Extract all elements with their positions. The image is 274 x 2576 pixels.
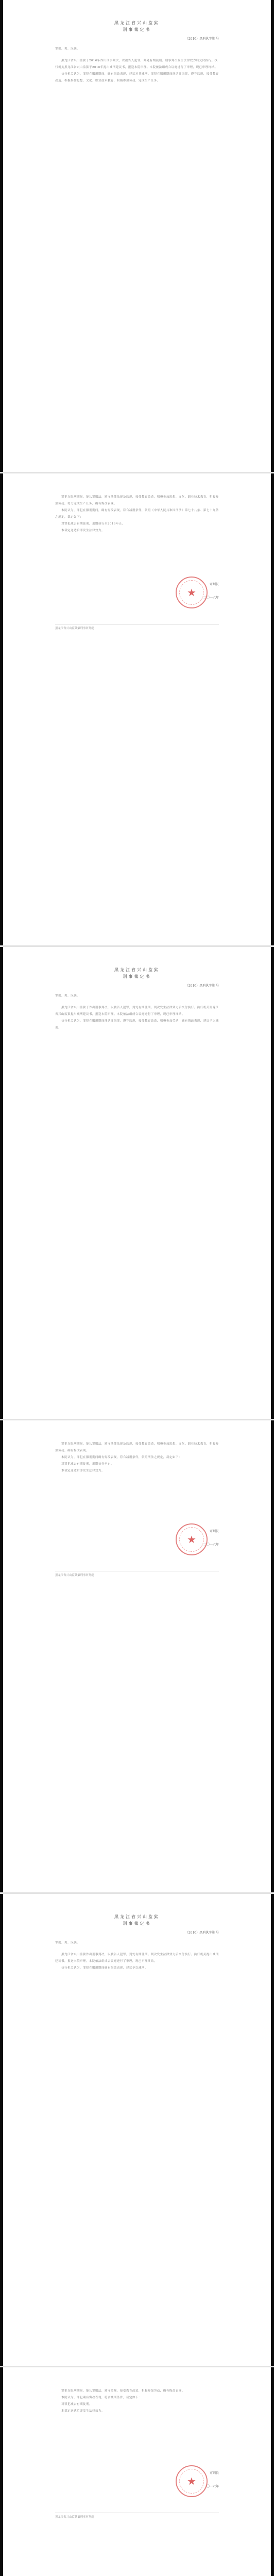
page-1 [6, 0, 268, 472]
case-number: （2016）黑刑执字第 号 [185, 37, 219, 41]
page-5 [6, 1894, 268, 2366]
court-seal-icon: ★ [176, 1523, 208, 1555]
page-border-right [271, 2367, 274, 2576]
paragraph: 罪犯在服刑期间，能认罪服法，遵守法律法规及监规，接受教育改造，积极参加思想、文化、职业技术教育，积极参加劳动，确有悔改表现。 [55, 1443, 219, 1452]
paragraph: 罪犯在服刑期间，能认罪服法，遵守监规，接受教育改造，积极参加劳动，确有悔改表现。 [61, 2389, 185, 2393]
footer-text: 黑龙江省兴山监狱第刑事审判庭 [55, 627, 94, 630]
paragraph: 罪犯，男，汉族。 [55, 1941, 80, 1944]
paragraph: 本裁定送达后即发生法律效力。 [61, 1469, 105, 1472]
paragraph: 本裁定送达后即发生法律效力。 [61, 2410, 105, 2413]
paragraph: 执行机关认为，罪犯在服刑期间，确有悔改表现，建议对其减刑。罪犯在服刑期间能认罪悔罪，遵守监规，接受教育改造，积极参加思想、文化、职业技术教育，积极参加劳动，完成生产任务。 [55, 73, 219, 82]
page-border-right [271, 0, 274, 472]
paragraph: 黑龙江省兴山监狱作出刑事判决，以被告人犯罪，判处有期徒刑。判决发生法律效力后交付执行。执行机关提出减刑建议书，报送本院审理。本院依法组成合议庭进行了审理，现已审理终结。 [55, 1953, 219, 1963]
document-type: 刑事裁定书 [123, 27, 151, 32]
judge-signature: 审判长 [209, 1530, 219, 1533]
judge-signature: 审判长 [209, 583, 219, 586]
page-border-left [0, 1420, 3, 1892]
paragraph: 罪犯，男，汉族。 [55, 47, 80, 50]
page-border-left [0, 0, 3, 472]
page-2 [6, 473, 268, 945]
paragraph: 本院认为，罪犯确有悔改表现，符合减刑条件，裁定如下： [61, 2396, 142, 2399]
page-border-right [271, 1894, 274, 2366]
paragraph: 罪犯在服刑期间，能认罪服法，遵守法律法规及监规，接受教育改造，积极参加思想、文化、职业技术教育，积极参加劳动，努力完成生产任务，确有悔改表现。 [55, 496, 219, 505]
document-type: 刑事裁定书 [123, 974, 151, 979]
paragraph: 本裁定送达后即发生法律效力。 [61, 529, 105, 532]
paragraph: 黑龙江省兴山监狱于作出刑事判决，以被告人犯罪，判处有期徒刑。判决发生法律效力后交付执行。执行机关黑龙江省兴山监狱提出减刑建议书，报送本院审理。本院依法组成合议庭进行了审理，现已审理终结。 [55, 1006, 219, 1016]
page-border-left [0, 947, 3, 1419]
paragraph: 本院认为，罪犯在服刑期间，确有悔改表现，符合减刑条件，依照《中华人民共和国刑法》第七十八条、第七十九条之规定，裁定如下： [55, 509, 219, 519]
paragraph: 罪犯，男，汉族。 [55, 994, 80, 997]
page-border-left [0, 1894, 3, 2366]
page-4 [6, 1420, 268, 1892]
date: 二〇一六年 [203, 1543, 219, 1547]
document-type: 刑事裁定书 [123, 1921, 151, 1926]
case-number: （2016）黑刑执字第 号 [185, 1931, 219, 1935]
court-name: 黑龙江省兴山监狱 [114, 1914, 160, 1919]
paragraph: 本院认为，罪犯在服刑期间确有悔改表现，符合减刑条件，依照刑法之规定，裁定如下： [61, 1456, 182, 1459]
paragraph: 执行机关认为，罪犯在服刑期间能认罪悔罪，遵守监规，接受教育改造，积极参加劳动，确有悔改表现，建议予以减刑。 [55, 1020, 219, 1029]
judge-signature: 审判长 [209, 2471, 219, 2475]
footer-text: 黑龙江省兴山监狱第刑事审判庭 [55, 1574, 94, 1577]
page-6 [6, 2367, 268, 2576]
court-seal-icon: ★ [176, 577, 208, 608]
paragraph: 对罪犯减去有期徒刑，刑期执行至2016年止。 [61, 522, 125, 526]
page-border-right [271, 473, 274, 945]
page-border-left [0, 473, 3, 945]
page-border-right [271, 1420, 274, 1892]
date: 二〇一六年 [203, 2485, 219, 2488]
court-name: 黑龙江省兴山监狱 [114, 968, 160, 972]
page-border-right [271, 947, 274, 1419]
paragraph: 对罪犯减去有期徒刑。 [61, 2403, 92, 2406]
court-seal-icon: ★ [176, 2465, 208, 2497]
paragraph: 执行机关认为，罪犯在服刑期间确有悔改表现，建议予以减刑。 [61, 1967, 148, 1970]
paragraph: 黑龙江省兴山监狱于2016年作出刑事判决，以被告人犯罪，判处有期徒刑。刑事判决发生法律效力后交付执行。执行机关黑龙江省兴山监狱于2016年提出减刑建议书，报送本院审理。本院依法组成合议庭进行了审理，现已审理终结。 [55, 59, 218, 69]
footer-text: 黑龙江省兴山监狱第刑事审判庭 [55, 2516, 94, 2519]
page-border-left [0, 2367, 3, 2576]
paragraph: 对罪犯减去有期徒刑，刑期执行至止。 [61, 1463, 114, 1466]
case-number: （2016）黑刑执字第 号 [185, 984, 219, 988]
page-3 [6, 947, 268, 1419]
date: 二〇一六年 [203, 596, 219, 600]
court-name: 黑龙江省兴山监狱 [114, 21, 160, 25]
